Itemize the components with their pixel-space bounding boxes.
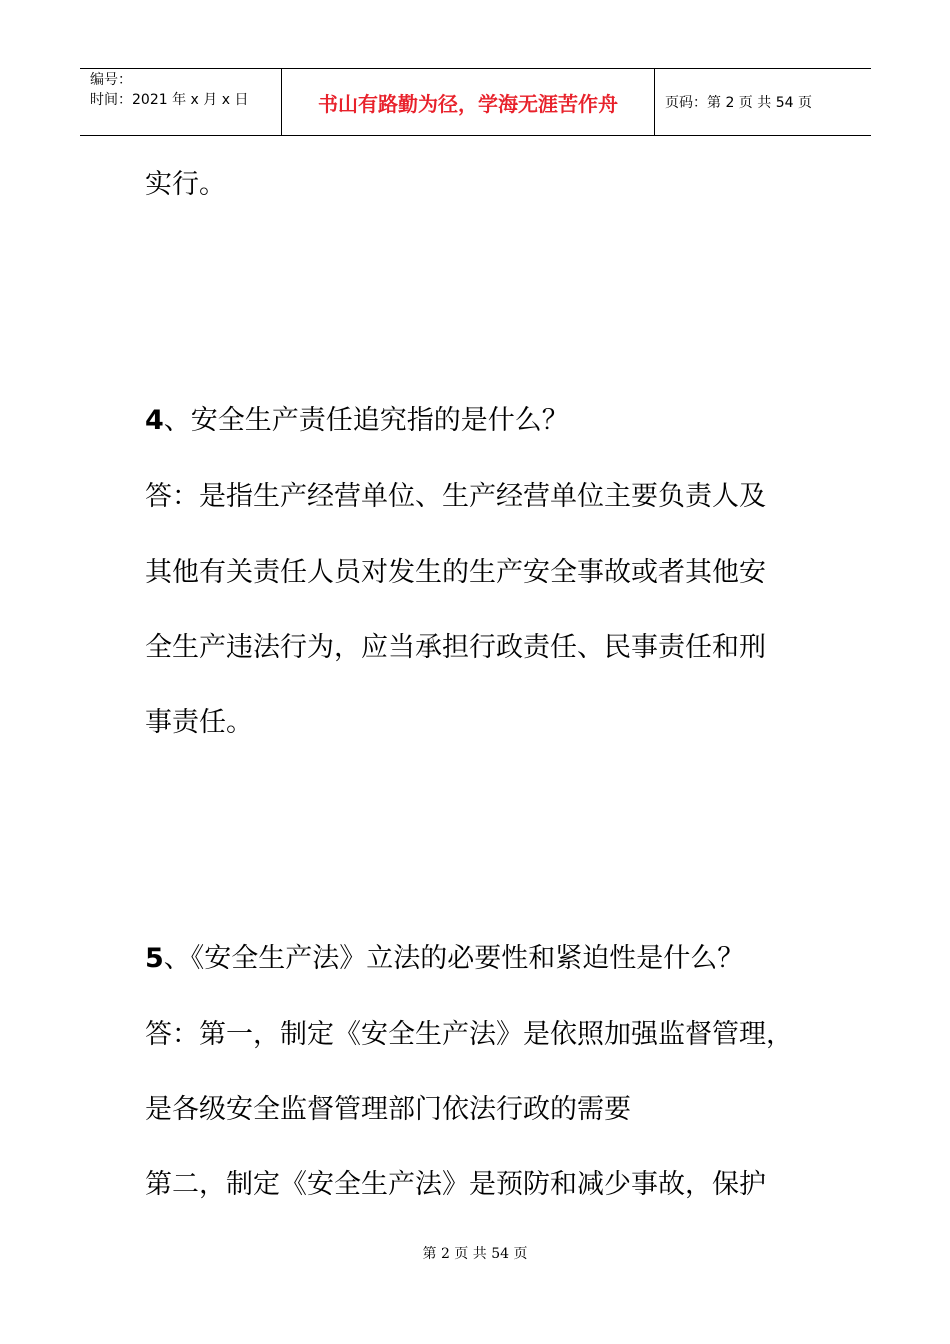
- answer-4-line-4: 事责任。: [145, 707, 253, 738]
- answer-4-line-2: 其他有关责任人员对发生的生产安全事故或者其他安: [145, 557, 766, 588]
- date-label: 时间：2021 年 x 月 x 日: [90, 92, 249, 108]
- answer-5-line-3: 第二，制定《安全生产法》是预防和减少事故，保护: [145, 1169, 766, 1200]
- header-motto: 书山有路勤为径，学海无涯苦作舟: [318, 92, 618, 116]
- question-4: [145, 404, 569, 438]
- header-right-cell: [655, 69, 871, 135]
- page-footer: 第 2 页 共 54 页: [422, 1246, 528, 1262]
- number-label: 编号：: [90, 72, 132, 88]
- document-header: [80, 68, 871, 136]
- continued-paragraph: 实行。: [145, 169, 226, 200]
- answer-5-line-1: 答：第一，制定《安全生产法》是依照加强监督管理，: [145, 1019, 793, 1050]
- question-4-text: 、安全生产责任追究指的是什么？: [163, 405, 569, 436]
- answer-4-line-1: 答：是指生产经营单位、生产经营单位主要负责人及: [145, 481, 766, 512]
- header-middle-cell: [282, 69, 655, 135]
- question-5-number: 5: [145, 943, 164, 974]
- question-5-text: 、《安全生产法》立法的必要性和紧迫性是什么？: [163, 943, 745, 974]
- answer-4-line-3: 全生产违法行为，应当承担行政责任、民事责任和刑: [145, 632, 766, 663]
- question-4-number: 4: [145, 405, 164, 436]
- answer-5-line-2: 是各级安全监督管理部门依法行政的需要: [145, 1094, 631, 1125]
- header-page-code: 页码：第 2 页 共 54 页: [665, 95, 812, 111]
- header-left-cell: [80, 69, 282, 135]
- question-5: [145, 942, 744, 976]
